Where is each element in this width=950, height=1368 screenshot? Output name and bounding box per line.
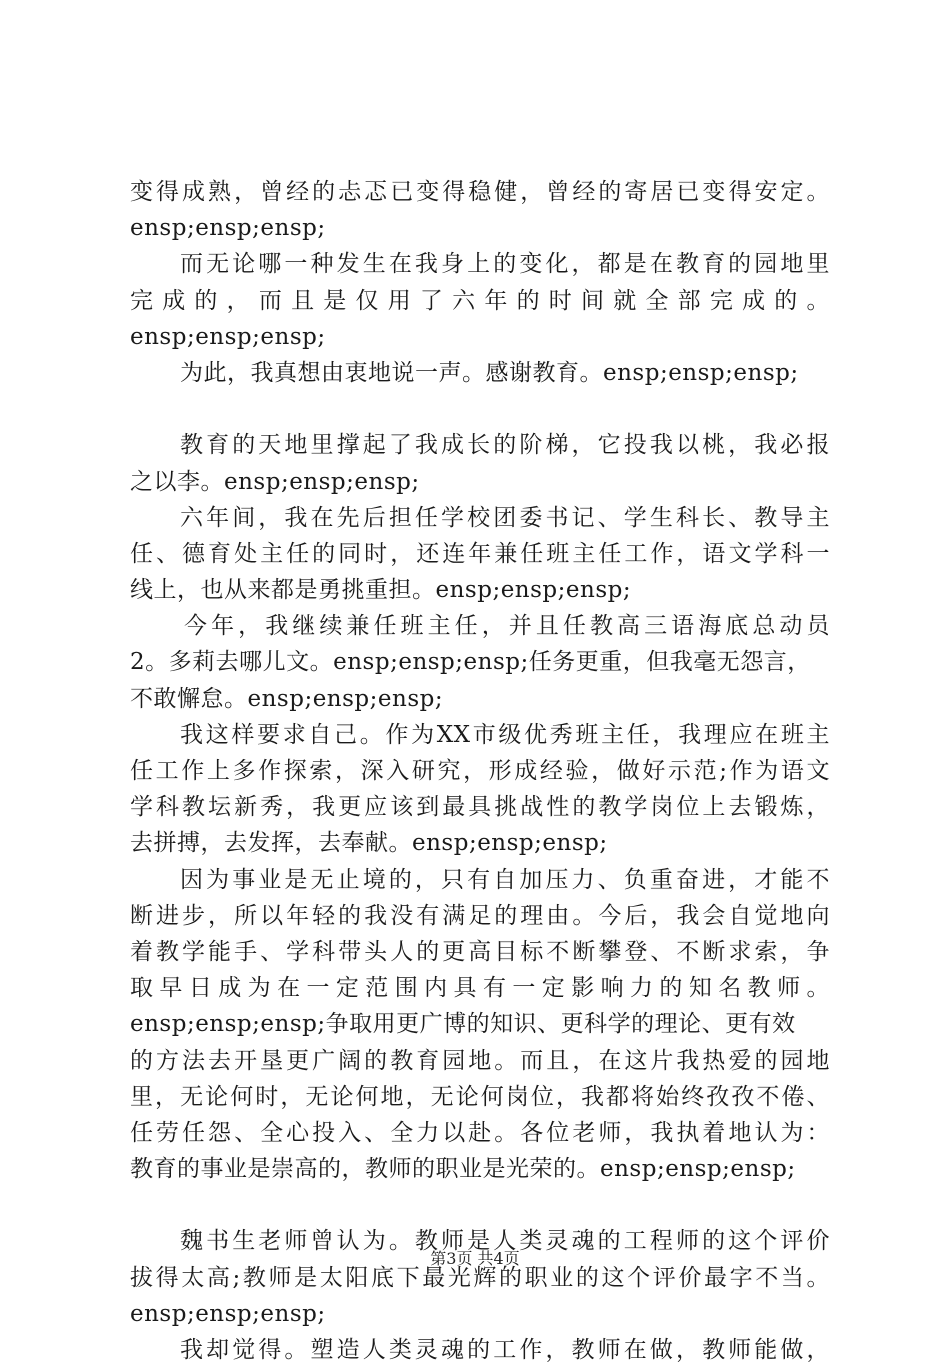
text-line: 教育的天地里撑起了我成长的阶梯，它投我以桃，我必报 [180,432,830,459]
text-line: 里，无论何时，无论何地，无论何岗位，我都将始终孜孜不倦、 [130,1083,830,1110]
document-body [130,174,830,1368]
text-line: 魏书生老师曾认为。教师是人类灵魂的工程师的这个评价 [180,1228,830,1255]
text-line: 教育的事业是崇高的，教师的职业是光荣的。ensp;ensp;ensp; [130,1156,796,1183]
blank-line [130,1187,830,1223]
text-line: 为此，我真想由衷地说一声。感谢教育。ensp;ensp;ensp; [180,359,799,386]
text-line: 取早日成为在一定范围内具有一定影响力的知名教师。 [130,975,830,1002]
blank-line [130,391,830,427]
text-line: 去拼搏，去发挥，去奉献。ensp;ensp;ensp; [130,830,608,857]
text-line: ensp;ensp;ensp;争取用更广博的知识、更科学的理论、更有效 [130,1011,796,1038]
text-line: 着教学能手、学科带头人的更高目标不断攀登、不断求索，争 [130,938,830,965]
text-line: 今年，我继续兼任班主任，并且任教高三语海底总动员 [184,613,830,640]
text-line: 之以李。ensp;ensp;ensp; [130,468,420,495]
text-line: 2。多莉去哪儿文。ensp;ensp;ensp;任务更重，但我毫无怨言， [130,649,811,676]
text-line: 任、德育处主任的同时，还连年兼任班主任工作，语文学科一 [130,540,830,567]
text-line: 完成的，而且是仅用了六年的时间就全部完成的。 [130,287,830,314]
text-line: 拔得太高;教师是太阳底下最光辉的职业的这个评价最字不当。 [130,1264,830,1291]
text-line: 六年间，我在先后担任学校团委书记、学生科长、教导主 [180,504,830,531]
text-line: 变得成熟，曾经的忐忑已变得稳健，曾经的寄居已变得安定。 [130,179,830,205]
text-line: 不敢懈怠。ensp;ensp;ensp; [130,685,444,712]
text-line: 我却觉得。塑造人类灵魂的工作，教师在做，教师能做， [180,1337,830,1363]
text-line: 线上，也从来都是勇挑重担。ensp;ensp;ensp; [130,577,632,604]
text-line: 学科教坛新秀，我更应该到最具挑战性的教学岗位上去锻炼， [130,794,830,821]
text-line: 我这样要求自己。作为XX市级优秀班主任，我理应在班主 [180,721,830,748]
text-line: 因为事业是无止境的，只有自加压力、负重奋进，才能不 [180,866,830,893]
page-footer: 第3页 共4页 [430,1249,520,1268]
text-line: ensp;ensp;ensp; [130,1300,326,1327]
text-line: ensp;ensp;ensp; [130,323,326,350]
text-line: 而无论哪一种发生在我身上的变化，都是在教育的园地里 [180,251,830,278]
text-line: ensp;ensp;ensp; [130,215,326,242]
text-line: 断进步，所以年轻的我没有满足的理由。今后，我会自觉地向 [130,902,830,929]
text-line: 的方法去开垦更广阔的教育园地。而且，在这片我热爱的园地 [130,1047,830,1074]
text-line: 任劳任怨、全心投入、全力以赴。各位老师，我执着地认为： [130,1119,830,1146]
text-line: 任工作上多作探索，深入研究，形成经验，做好示范;作为语文 [130,758,830,784]
